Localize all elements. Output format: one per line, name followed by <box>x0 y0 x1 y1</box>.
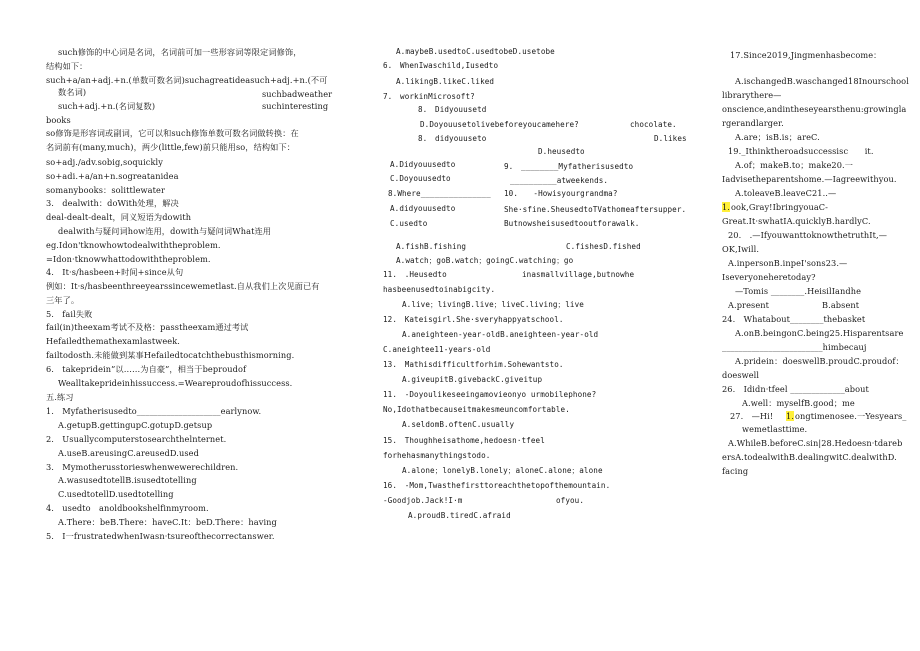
text-line: A.maybeB.usedtoC.usedtobeD.usetobe <box>396 47 555 56</box>
text-line: eg.Idon'tknowhowtodealwiththeproblem. <box>46 240 221 250</box>
text-line: A.are；isB.is；areC. <box>735 132 820 142</box>
text-line: A.ischangedB.waschanged18Inourschool <box>735 76 909 86</box>
text-line: D.likes <box>654 134 687 143</box>
text-line: ongtimenosee.一Yesyears_ <box>795 411 907 421</box>
text-line: A.WhileB.beforeC.sin|28.Hedoesn·tdareb <box>728 438 903 448</box>
text-line: A.seldomB.oftenC.usually <box>402 420 515 429</box>
text-line: A.present <box>728 300 770 310</box>
text-line: so+adj./adv.sobig,soquickly <box>46 157 163 167</box>
text-line: C.usedto <box>390 219 428 228</box>
text-line: C.aneightee11-years-old <box>383 345 491 354</box>
text-line: inasmallvillage,butnowhe <box>522 270 635 279</box>
text-line: C.usedtotellD.usedtotelling <box>58 489 174 499</box>
text-line: deal-dealt-dealt，同义短语为dowith <box>46 212 192 222</box>
text-line: 7. workinMicrosoft? <box>383 92 475 101</box>
text-line: librarythere— <box>722 90 782 100</box>
text-line: A.useB.areusingC.areusedD.used <box>58 448 199 458</box>
text-line: 1. Myfatherisusedto____________________earlynow. <box>46 406 262 416</box>
text-line: -Goodjob.Jack!I·m <box>383 496 463 505</box>
text-line: 例如：It·s/hasbeenthreeyearssincewemetlast.自从我们上次见面已有 <box>46 281 320 291</box>
text-line: ersA.todealwithB.dealingwitC.dealwithD. <box>722 452 897 462</box>
text-line: 6. takepridein”以……为自豪”，相当于beproudof <box>46 364 247 374</box>
text-line: A.There：beB.There：haveC.It：beD.There：having <box>58 517 277 527</box>
text-line: A.proudB.tiredC.afraid <box>408 511 511 520</box>
text-line: 三年了。 <box>46 295 80 305</box>
text-line: A.well：myselfB.good；me <box>742 398 855 408</box>
text-line: 19._Ithinktheroadsuccessisc it. <box>728 146 874 156</box>
text-line: 16. -Mom,Twasthefirsttoreachthetopofthemountain. <box>383 481 611 490</box>
text-line: rgerandlarger. <box>722 118 784 128</box>
text-line: 6. WhenIwaschild,Iusedto <box>383 61 499 70</box>
text-line: C.Doyouusedto <box>390 174 451 183</box>
text-line: 11. -Doyoulikeseeingamovieonyo urmobilephone? <box>383 390 597 399</box>
text-line: 9. ________Myfatherisusedto <box>504 162 634 171</box>
text-line: Hefailedthemathexamlastweek. <box>46 336 180 346</box>
text-line: books <box>46 115 71 125</box>
text-line: 12. Kateisgirl.She·sveryhappyatschool. <box>383 315 564 324</box>
text-line: Iadvisetheparentshome.—Iagreewithyou. <box>722 174 897 184</box>
text-line: A.of；makeB.to；make20.一 <box>735 160 854 170</box>
text-line: ofyou. <box>556 496 585 505</box>
text-line: 10. -Howisyourgrandma? <box>504 189 618 198</box>
text-line: 26. Ididn·tfeel _____________about <box>722 384 869 394</box>
text-line: doeswell <box>722 370 760 380</box>
text-line: chocolate. <box>630 120 677 129</box>
text-line: suchbadweather <box>262 89 333 99</box>
text-line: hasbeenusedtoinabigcity. <box>383 285 496 294</box>
text-line: A.wasusedtotellB.isusedtotelling <box>58 475 197 485</box>
text-line: 8.Where_______________ <box>388 189 491 198</box>
text-line: B.absent <box>822 300 860 310</box>
text-line: A.giveupitB.givebackC.giveitup <box>402 375 543 384</box>
text-line: 5. fail失败 <box>46 309 93 319</box>
text-line: 3. Mymotherusstorieswhenwewerechildren. <box>46 462 239 472</box>
text-line: Great.It·swhatIA.quicklyB.hardlyC. <box>722 216 871 226</box>
text-line: 4. It·s/hasbeen+时间+since从句 <box>46 267 184 277</box>
text-line: C.fishesD.fished <box>566 242 641 251</box>
text-line: ook,Gray!IbringyouaC- <box>731 202 829 212</box>
text-line: A.likingB.likeC.liked <box>396 77 495 86</box>
highlighted-number: 1. <box>786 411 795 421</box>
text-line: such修饰的中心词是名词，名词前可加一些形容词等限定词修饰， <box>58 47 302 57</box>
text-line: wemetlasttime. <box>742 424 808 434</box>
text-line: She·sfine.SheusedtoTVathomeaftersupper. <box>504 205 687 214</box>
text-line: A.toleaveB.leaveC21..— <box>735 188 837 198</box>
text-line: __________atweekends. <box>510 176 609 185</box>
text-line: A.onB.beingonC.being25.Hisparentsare <box>735 328 904 338</box>
text-line: such+a/an+adj.+n.(单数可数名词)suchagreatideasuch+adj.+n.(不可 <box>46 75 328 85</box>
text-line: No,Idothatbecauseitmakesmeuncomfortable. <box>383 405 570 414</box>
text-line: A.alone；lonelyB.lonely；aloneC.alone；alone <box>402 466 603 475</box>
text-line: A.watch；goB.watch；goingC.watching；go <box>396 256 574 265</box>
text-line: 名词前有(many,much)，两少(little,few)前只能用so，结构如下： <box>46 142 296 152</box>
text-line: 17.Since2019,Jingmenhasbecome： <box>730 50 882 60</box>
text-line: such+adj.+n.(名词复数) <box>58 101 156 111</box>
text-line: A.fishB.fishing <box>396 242 467 251</box>
text-line: so+adi.+a/an+n.sogreatanidea <box>46 171 179 181</box>
highlighted-number: 1. <box>722 202 731 212</box>
text-line: A.inpersonB.inpeI'sons23.— <box>728 258 848 268</box>
text-line: Iseveryoneheretoday? <box>722 272 816 282</box>
text-line: 五.练习 <box>46 392 74 402</box>
text-line: D.heusedto <box>538 147 585 156</box>
text-line: 4. usedto anoldbookshelfinmyroom. <box>46 503 209 513</box>
text-line: D.Doyouusetolivebeforeyoucamehere? <box>420 120 579 129</box>
text-line: A.pridein：doeswellB.proudC.proudof： <box>735 356 904 366</box>
text-line: 13. Mathisdifficultforhim.Sohewantsto. <box>383 360 564 369</box>
text-line: 15. Thoughheisathome,hedoesn·tfeel <box>383 436 545 445</box>
text-line: A.Didyouusedto <box>390 160 456 169</box>
text-line: ________________________himbecauj <box>722 342 867 352</box>
text-line: 数名词) <box>58 87 87 97</box>
text-line: Butnowsheisusedtooutforawalk. <box>504 219 640 228</box>
text-line: A.didyouusedto <box>390 204 456 213</box>
text-line: dealwith与疑问词how连用，dowith与疑问词What连用 <box>58 226 272 236</box>
text-line: A.live；livingB.live；liveC.living；live <box>402 300 584 309</box>
text-line: suchinteresting <box>262 101 329 111</box>
text-line: 3. dealwith：doWith处理，解决 <box>46 198 179 208</box>
text-line: 8. Didyouusetd <box>418 105 487 114</box>
text-line: 结构如下： <box>46 61 88 71</box>
text-line: 20. .—IfyouwanttoknowthetruthIt,— <box>728 230 887 240</box>
text-line: A.getupB.gettingupC.gotupD.getsup <box>58 420 213 430</box>
text-line: facing <box>722 466 749 476</box>
text-line: onscience,andintheseyearsthenu:growingla <box>722 104 907 114</box>
text-line: 2. Usuallycomputerstosearchthelnternet. <box>46 434 227 444</box>
text-line: 24. Whatabout________thebasket <box>722 314 866 324</box>
text-line: OK,Iwill. <box>722 244 760 254</box>
text-line: =Idon·tknowwhattodowiththeproblem. <box>46 254 211 264</box>
text-line: A.aneighteen-year-oldB.aneighteen-year-old <box>402 330 599 339</box>
text-line: Wealltakeprideinhissuccess.=Weareproudofhissuccess. <box>58 378 293 388</box>
text-line: failtodosth.未能做到某事Hefailedtocatchthebusthismorning. <box>46 350 295 360</box>
text-line: 5. I一frustratedwhenIwasn·tsureofthecorrectanswer. <box>46 531 275 541</box>
text-line: somanybooks：solittlewater <box>46 185 165 195</box>
text-line: 11. .Heusedto <box>383 270 447 279</box>
text-line: fail(in)theexam考试不及格：passtheexam通过考试 <box>46 322 249 332</box>
text-line: so修饰是形容词或副词，它可以和such修饰单数可数名词做转换：在 <box>46 128 299 138</box>
text-line: forhehasmanythingstodo. <box>383 451 491 460</box>
text-line: 8. didyouuseto <box>418 134 487 143</box>
text-line: 27. —Hi! <box>730 411 774 421</box>
text-line: —Tomis ________.HeisilIandhe <box>735 286 862 296</box>
